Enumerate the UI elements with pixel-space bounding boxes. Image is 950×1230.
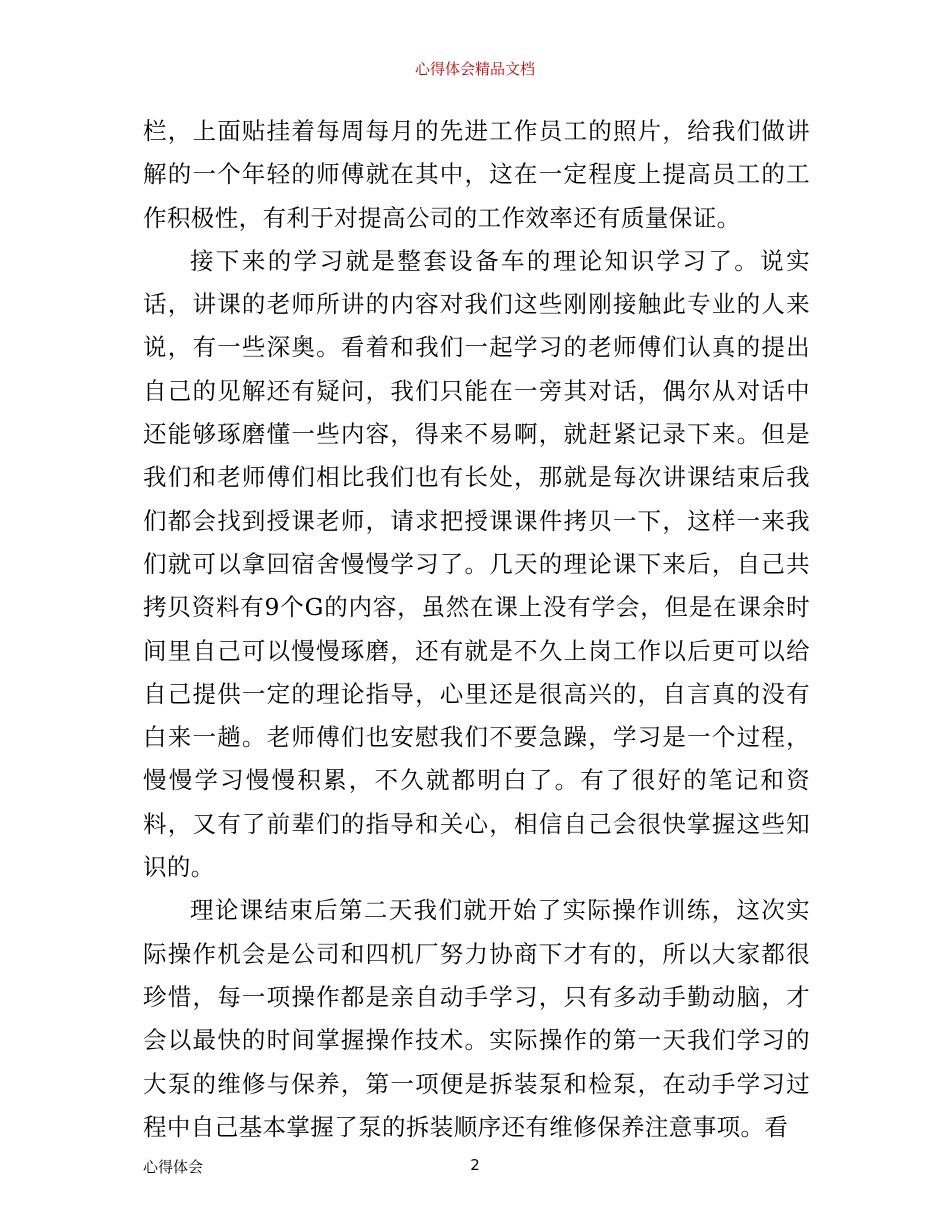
paragraph-2: 接下来的学习就是整套设备车的理论知识学习了。说实话，讲课的老师所讲的内容对我们这些刚刚接触此专业的人来说，有一些深奥。看着和我们一起学习的老师傅们认真的提出自己的见解还有疑问，我们只能在一旁其对话，偶尔从对话中还能够琢磨懂一些内容，得来不易啊，就赶紧记录下来。但是我们和老师傅们相比我们也有长处，那就是每次讲课结束后我们都会找到授课老师，请求把授课课件拷贝一下，这样一来我们就可以拿回宿舍慢慢学习了。几天的理论课下来后，自己共拷贝资料有9个G的内容，虽然在课上没有学会，但是在课余时间里自己可以慢慢琢磨，还有就是不久上岗工作以后更可以给自己提供一定的理论指导，心里还是很高兴的，自言真的没有白来一趟。老师傅们也安慰我们不要急躁，学习是一个过程，慢慢学习慢慢积累，不久就都明白了。有了很好的笔记和资料，又有了前辈们的指导和关心，相信自己会很快掌握这些知识的。 (143, 246, 810, 882)
paragraph-1: 栏，上面贴挂着每周每月的先进工作员工的照片，给我们做讲解的一个年轻的师傅就在其中，这在一定程度上提高员工的工作积极性，有利于对提高公司的工作效率还有质量保证。 (143, 117, 810, 232)
page-header-title: 心得体会精品文档 (414, 60, 535, 78)
footer-label: 心得体会 (143, 1158, 204, 1176)
paragraph-3: 理论课结束后第二天我们就开始了实际操作训练，这次实际操作机会是公司和四机厂努力协商下才有的，所以大家都很珍惜，每一项操作都是亲自动手学习，只有多动手勤动脑，才会以最快的时间掌握操作技术。实际操作的第一天我们学习的大泵的维修与保养，第一项便是拆装泵和检泵，在动手学习过程中自己基本掌握了泵的拆装顺序还有维修保养注意事项。看 (143, 896, 810, 1141)
document-body (143, 110, 810, 1149)
page-number: 2 (470, 1156, 480, 1174)
